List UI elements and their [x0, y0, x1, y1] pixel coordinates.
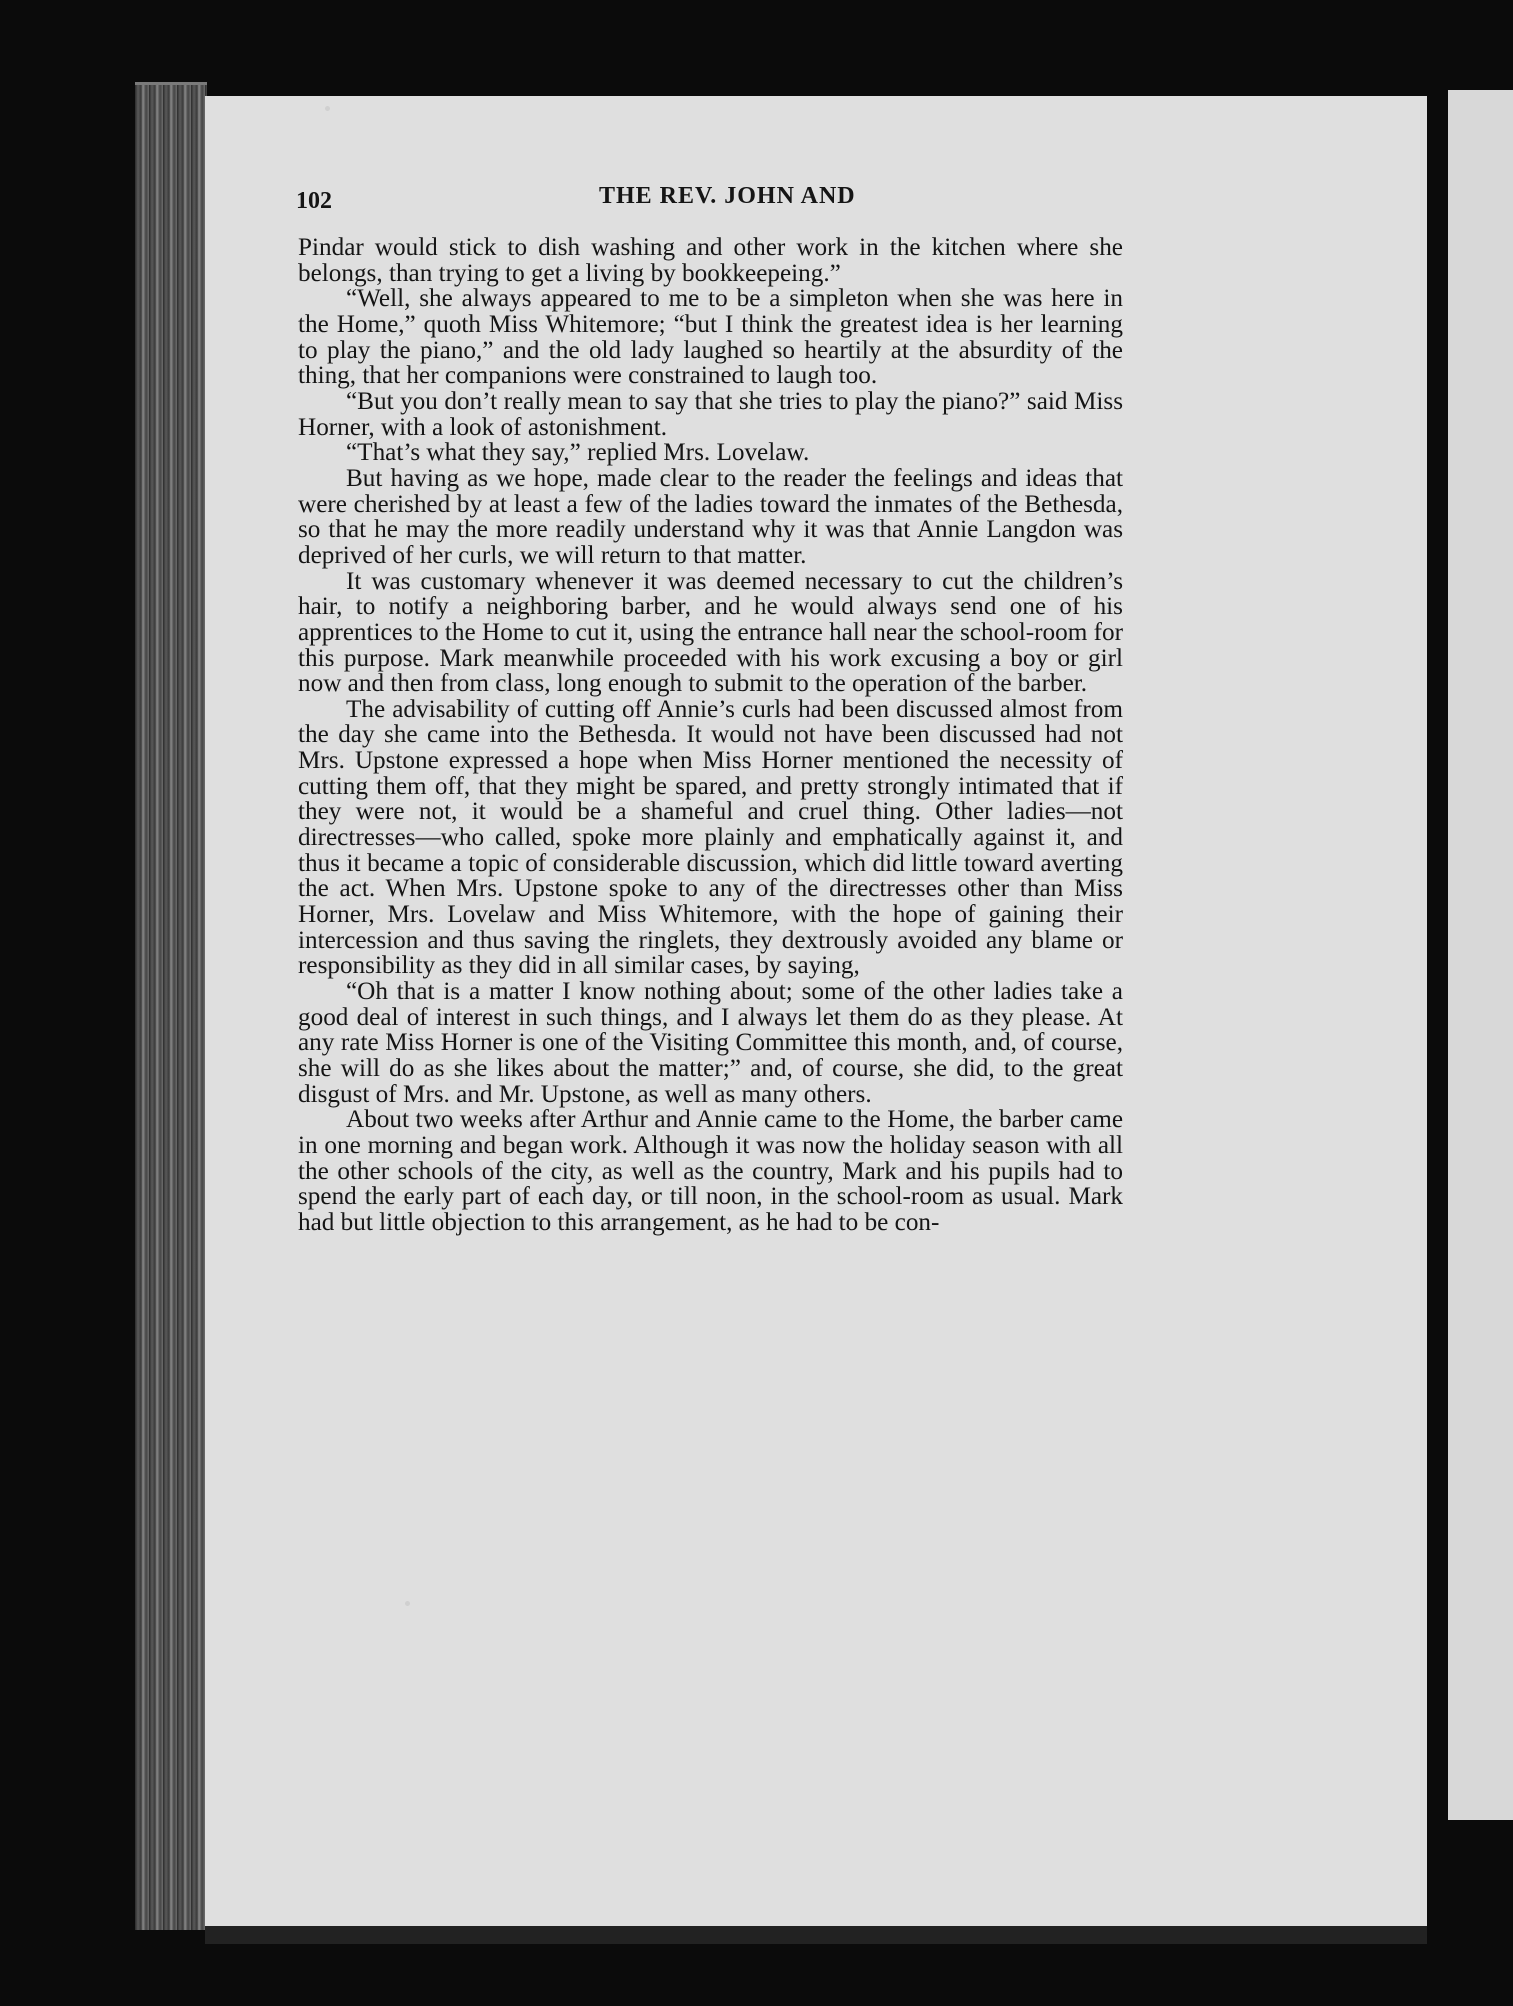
book-page-edges [135, 82, 207, 1930]
paragraph: “Well, she always appeared to me to be a simpleton when she was here in the Home,” quoth Miss Whitemore; “but I think the greatest idea is her learning to play the piano,” and the old lady laughed so heartily at the absurdity of the thing, that her companions were constrained to laugh too. [298, 285, 1123, 390]
paragraph: “But you don’t really mean to say that she tries to play the piano?” said Miss Horner, with a look of astonishment. [298, 387, 1123, 441]
paragraph: It was customary whenever it was deemed necessary to cut the children’s hair, to notify a neighboring barber, and he would always send one of his apprentices to the Home to cut it, using the entrance hall near the school-room for this purpose. Mark meanwhile proceeded with his work excusing a boy or girl now and then from class, long enough to submit to the operation of the barber. [298, 567, 1123, 698]
paragraph: The advisability of cutting off Annie’s curls had been discussed almost from the day she came into the Bethesda. It would not have been discussed had not Mrs. Upstone expressed a hope when Miss Horner mentioned the necessity of cutting them off, that they might be spared, and pretty strongly intimated that if they were not, it would be a shameful and cruel thing. Other ladies—not directresses—who called, spoke more plainly and emphatically against it, and thus it became a topic of considerable discussion, which did little toward averting the act. When Mrs. Upstone spoke to any of the directresses other than Miss Horner, Mrs. Lovelaw and Miss Whitemore, with the hope of gaining their intercession and thus saving the ringlets, they dextrously avoided any blame or responsibility as they did in all similar cases, by saying, [298, 695, 1123, 980]
paragraph: But having as we hope, made clear to the reader the feelings and ideas that were cherished by at least a few of the ladies toward the inmates of the Bethesda, so that he may the more readily understand why it was that Annie Langdon was deprived of her curls, we will return to that matter. [298, 464, 1123, 569]
body-text [298, 235, 1123, 1236]
scan-speck [325, 106, 330, 111]
scan-speck [405, 1601, 410, 1606]
paragraph: Pindar would stick to dish washing and other work in the kitchen where she belongs, than trying to get a living by bookkeepeing.” [298, 234, 1123, 287]
page-number: 102 [296, 188, 332, 214]
running-head: THE REV. JOHN AND [599, 183, 856, 209]
paragraph: “Oh that is a matter I know nothing about; some of the other ladies take a good deal of interest in such things, and I always let them do as they please. At any rate Miss Horner is one of the Visiting Committee this month, and, of course, she will do as she likes about the matter;” and, of course, she did, to the great disgust of Mrs. and Mr. Upstone, as well as many others. [298, 978, 1123, 1108]
facing-page-edge [1448, 90, 1513, 1820]
paragraph: About two weeks after Arthur and Annie came to the Home, the barber came in one morning and began work. Although it was now the holiday season with all the other schools of the city, as well as the country, Mark and his pupils had to spend the early part of each day, or till noon, in the school-room as usual. Mark had but little objection to this arrangement, as he had to be con- [298, 1106, 1123, 1236]
paragraph: “That’s what they say,” replied Mrs. Lovelaw. [346, 439, 810, 467]
